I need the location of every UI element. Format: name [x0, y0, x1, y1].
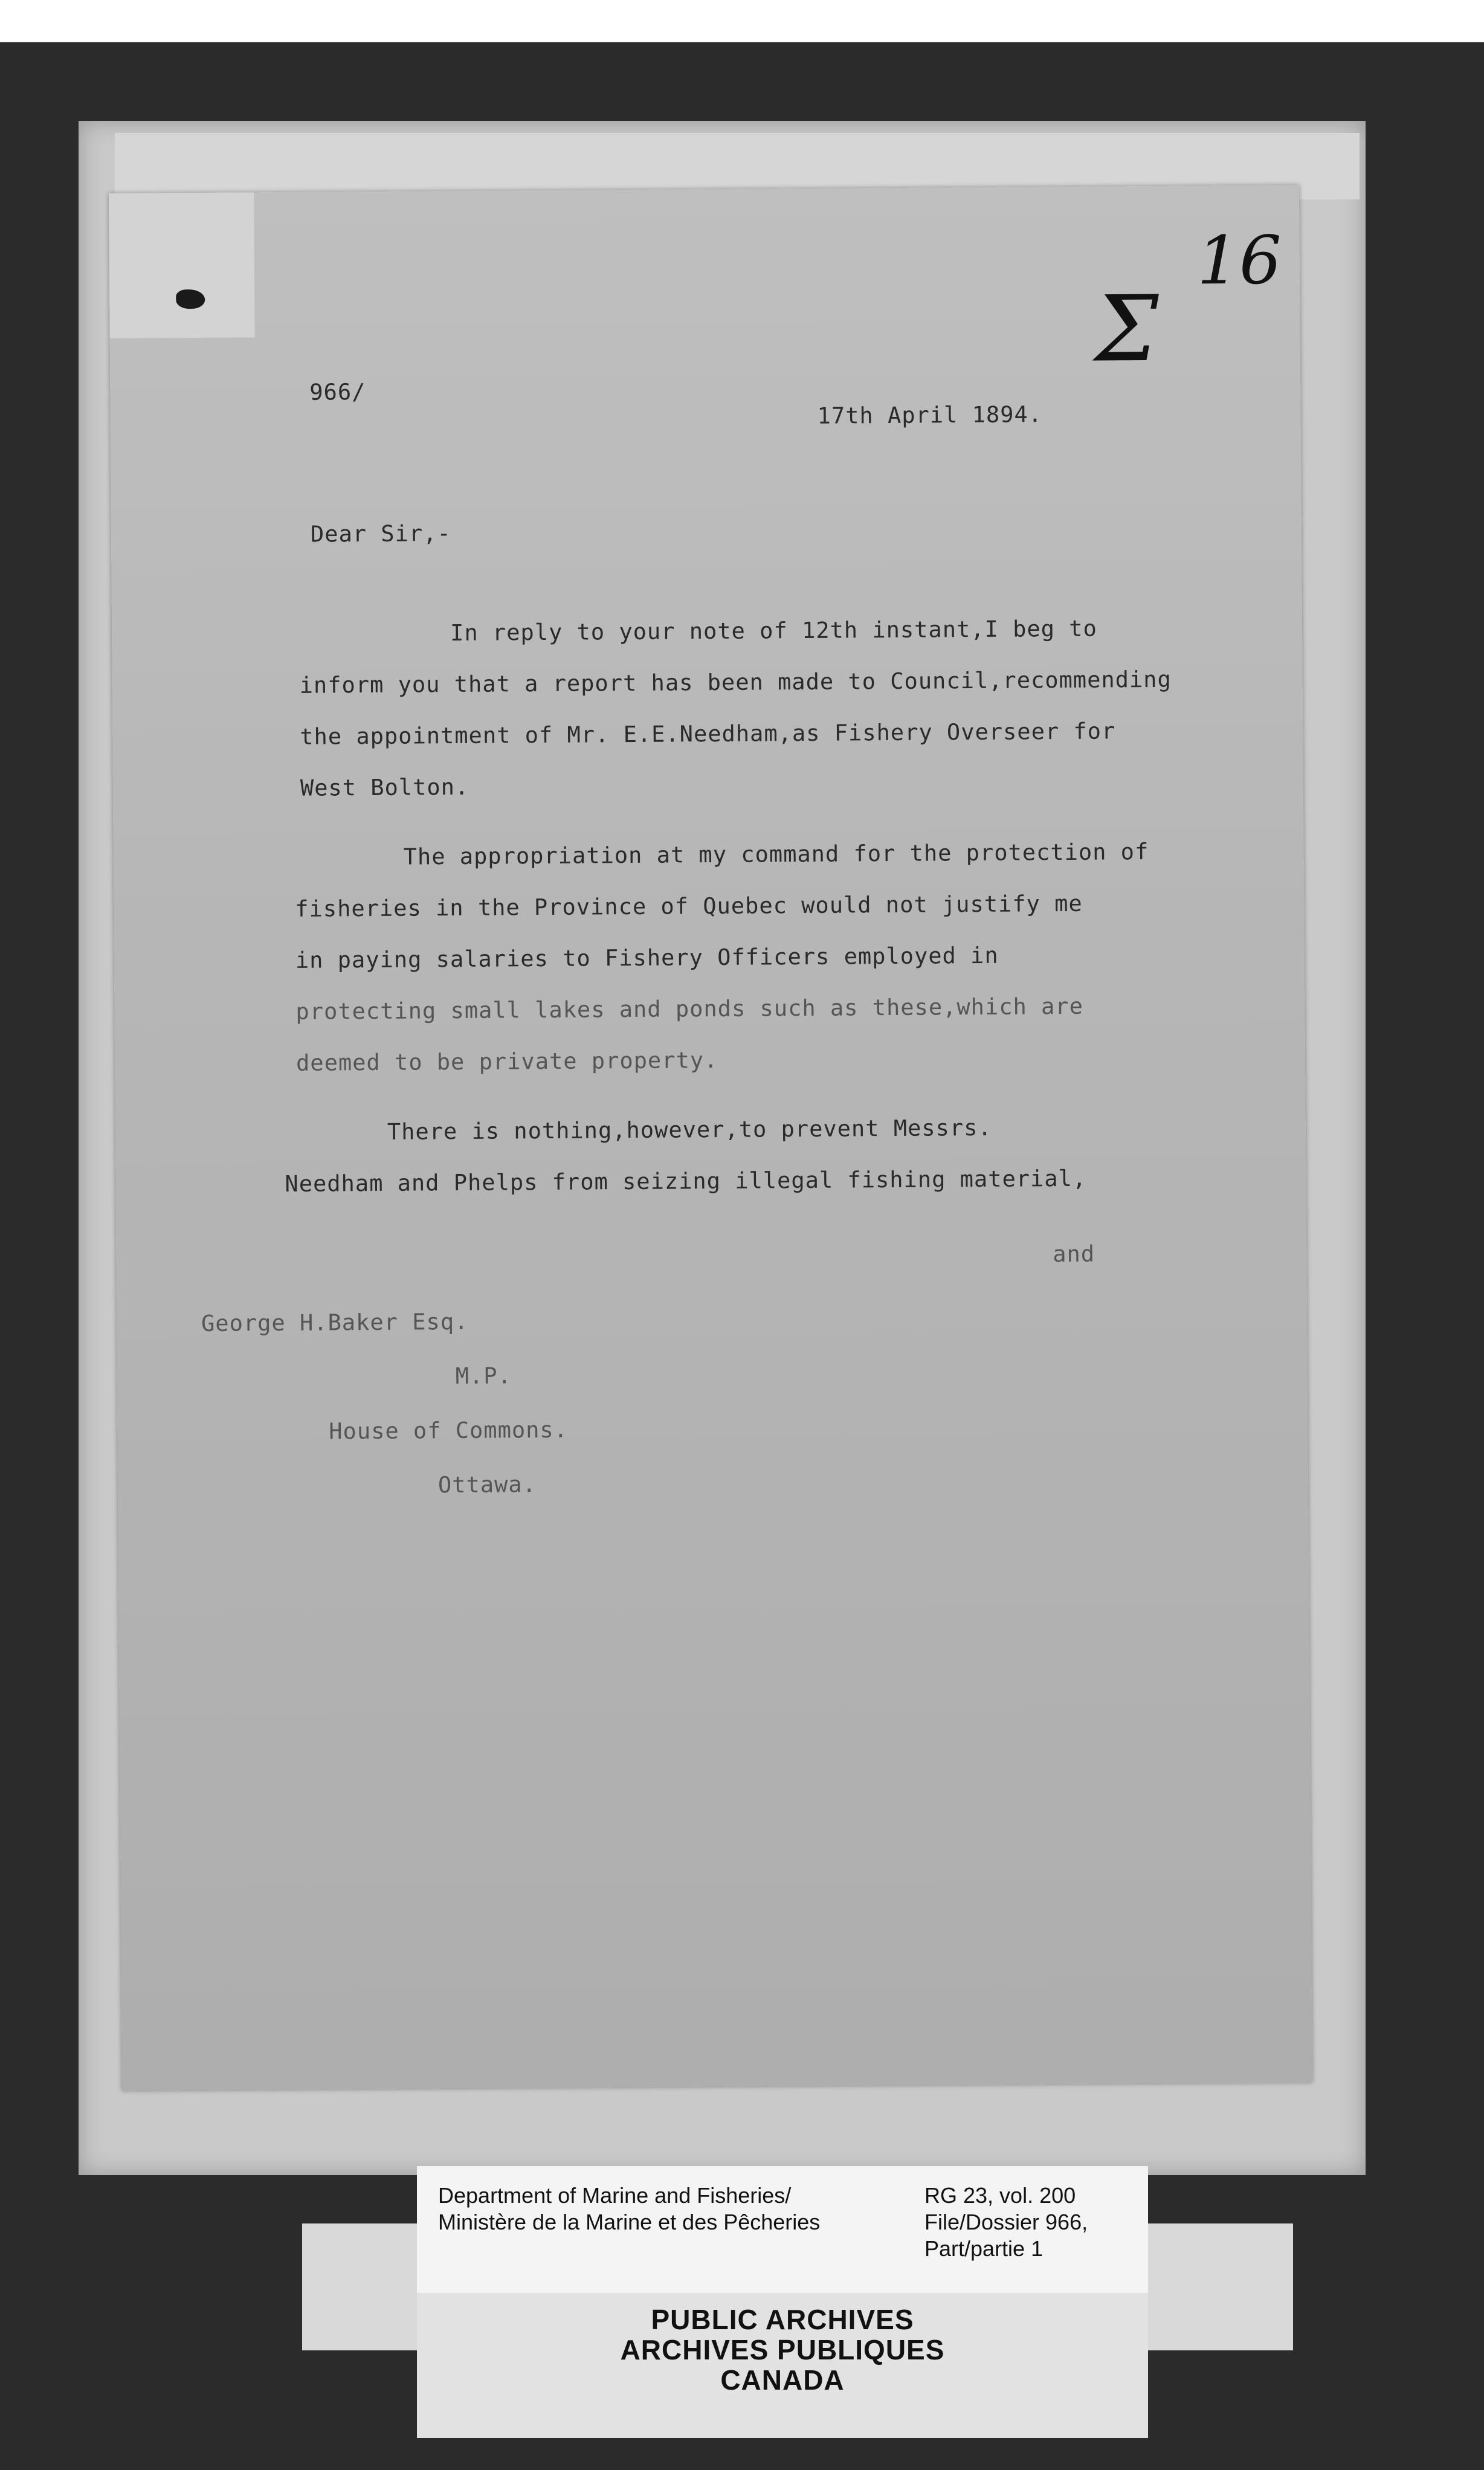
archive-stamp-line: CANADA	[720, 2364, 845, 2396]
archive-stamp-line: ARCHIVES PUBLIQUES	[620, 2334, 945, 2365]
address-line: M.P.	[455, 1362, 512, 1390]
salutation: Dear Sir,-	[310, 520, 451, 547]
handwritten-mark: Σ	[1094, 276, 1160, 382]
archive-reference: RG 23, vol. 200	[924, 2183, 1076, 2208]
paragraph-line: fisheries in the Province of Quebec would not justify me	[295, 890, 1083, 922]
archive-reference: Part/partie 1	[924, 2236, 1044, 2261]
archive-reference: File/Dossier 966,	[924, 2210, 1088, 2234]
archive-stamp-line: PUBLIC ARCHIVES	[651, 2304, 914, 2335]
paragraph-line: There is nothing,however,to prevent Messrs.	[387, 1114, 992, 1145]
handwritten-page-number: 16	[1196, 221, 1282, 300]
paragraph-line: protecting small lakes and ponds such as these,which are	[295, 993, 1084, 1025]
letter-date: 17th April 1894.	[817, 401, 1043, 429]
hole-mark-icon	[176, 289, 205, 309]
department-french: Ministère de la Marine et des Pêcheries	[438, 2210, 821, 2234]
department-english: Department of Marine and Fisheries/	[438, 2183, 792, 2208]
continuation-word: and	[1053, 1240, 1095, 1268]
paragraph-line: deemed to be private property.	[295, 1046, 718, 1076]
paragraph-line: in paying salaries to Fishery Officers employed in	[295, 942, 999, 973]
file-reference: 966/	[309, 379, 366, 405]
letter-page	[109, 185, 1312, 2091]
paragraph-line: Needham and Phelps from seizing illegal fishing material,	[285, 1165, 1087, 1198]
address-line: George H.Baker Esq.	[201, 1308, 469, 1337]
paragraph-line: West Bolton.	[300, 773, 469, 801]
paragraph-line: The appropriation at my command for the protection of	[403, 839, 1149, 870]
paragraph-line: inform you that a report has been made to Council,recommending	[299, 666, 1172, 698]
corner-tab	[109, 192, 255, 338]
paragraph-line: the appointment of Mr. E.E.Needham,as Fishery Overseer for	[300, 718, 1116, 750]
address-line: House of Commons.	[329, 1416, 569, 1445]
archive-label	[417, 2166, 1148, 2293]
address-line: Ottawa.	[437, 1471, 537, 1498]
paragraph-line: In reply to your note of 12th instant,I beg to	[450, 615, 1097, 647]
